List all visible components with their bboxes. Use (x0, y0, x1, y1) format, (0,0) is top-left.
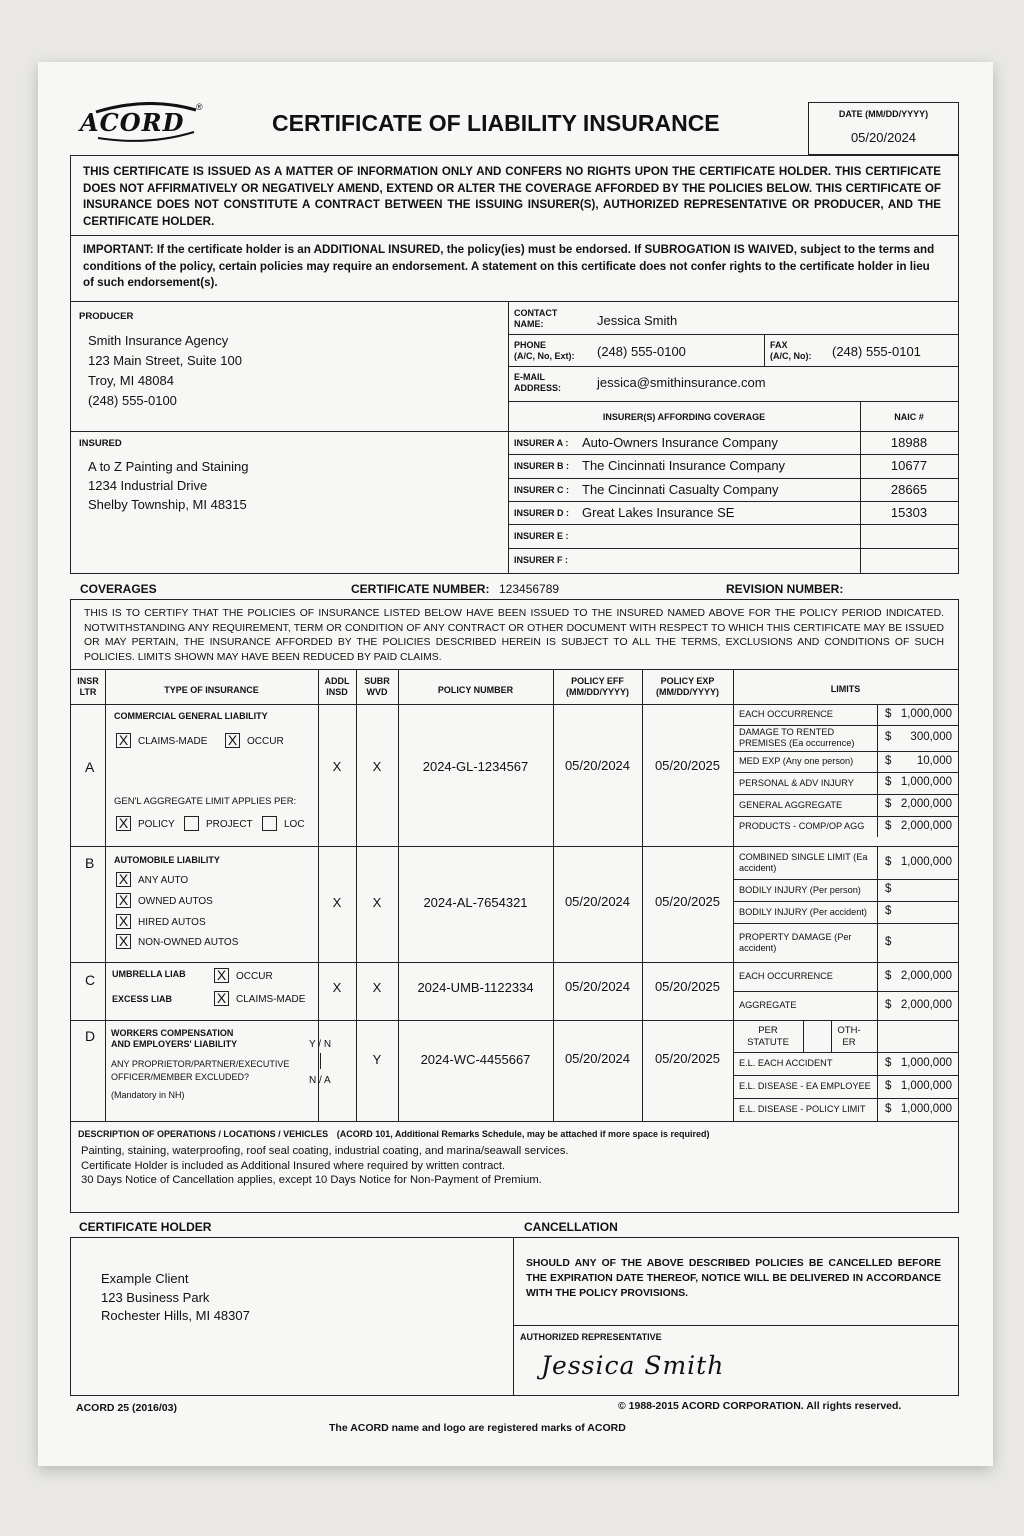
description-line: 30 Days Notice of Cancellation applies, except 10 Days Notice for Non-Payment of Premium. (81, 1174, 542, 1186)
loc-label: LOC (284, 819, 305, 830)
phone-label: PHONE (A/C, No, Ext): (514, 340, 575, 361)
holder-line: Example Client (101, 1271, 189, 1286)
contact-name-label: CONTACT NAME: (514, 308, 558, 329)
currency-sign: $ (885, 754, 892, 767)
contact-name: Jessica Smith (597, 313, 678, 328)
any-auto-checkbox[interactable]: X (116, 872, 131, 887)
currency-sign: $ (885, 969, 892, 982)
fax-value: (248) 555-0101 (832, 344, 921, 359)
gl-title: COMMERCIAL GENERAL LIABILITY (114, 711, 268, 721)
limit-value: 2,000,000 (900, 969, 952, 982)
occur-checkbox[interactable]: X (225, 733, 240, 748)
limits-divider (877, 704, 878, 837)
currency-sign: $ (885, 998, 892, 1011)
description-line: Painting, staining, waterproofing, roof seal coating, industrial coating, and marina/seawall services. (81, 1145, 569, 1157)
non-owned-autos-checkbox[interactable]: X (116, 934, 131, 949)
gl-policy-number: 2024-GL-1234567 (422, 759, 529, 774)
limit-value: 2,000,000 (900, 819, 952, 832)
limit-label: BODILY INJURY (Per person) (739, 884, 861, 895)
any-auto-label: ANY AUTO (138, 875, 189, 886)
col-type: TYPE OF INSURANCE (164, 685, 259, 695)
insr-ltr-d: D (85, 1028, 96, 1044)
limit-value: 1,000,000 (900, 707, 952, 720)
coverage-table (70, 599, 959, 1213)
insurer-label: INSURER A : (514, 438, 569, 448)
holder-cancellation-box (70, 1237, 959, 1396)
limit-label: AGGREGATE (739, 1000, 797, 1010)
limit-row-divider (733, 1052, 958, 1053)
date-label: DATE (MM/DD/YYYY) (838, 109, 929, 119)
col-policy-number: POLICY NUMBER (437, 685, 514, 695)
certificate-number-label: CERTIFICATE NUMBER: (351, 582, 490, 596)
insurers-header: INSURER(S) AFFORDING COVERAGE (602, 412, 766, 422)
umbrella-claims-made-label: CLAIMS-MADE (236, 994, 306, 1005)
insured-line: A to Z Painting and Staining (88, 459, 249, 474)
col-insr-ltr: INSR LTR (77, 676, 99, 697)
parties-box (70, 301, 959, 574)
gl-exp: 05/20/2025 (654, 758, 721, 773)
insurer-naic: 28665 (890, 481, 928, 497)
phone-value: (248) 555-0100 (597, 344, 686, 359)
gl-subr: X (372, 759, 382, 774)
limit-label: MED EXP (Any one person) (739, 756, 854, 766)
description-label: DESCRIPTION OF OPERATIONS / LOCATIONS / VEHICLES (ACORD 101, Additional Remarks Schedule, may be attached if more space is required) (78, 1129, 710, 1139)
col-eff: POLICY EFF (MM/DD/YYYY) (566, 676, 629, 697)
description-line: Certificate Holder is included as Additional Insured where required by written contract. (81, 1159, 506, 1172)
wc-subr: Y (372, 1052, 382, 1067)
umbrella-addl: X (332, 980, 342, 995)
revision-number-label: REVISION NUMBER: (726, 582, 844, 596)
acord-logo-text: ACORD (80, 108, 185, 137)
col-addl: ADDL INSD (324, 676, 350, 697)
wc-exp: 05/20/2025 (654, 1051, 721, 1066)
copyright: © 1988-2015 ACORD CORPORATION. All rights reserved. (618, 1400, 902, 1412)
occur-label: OCCUR (247, 736, 284, 747)
wc-title: WORKERS COMPENSATION AND EMPLOYERS' LIABILITY (111, 1028, 238, 1049)
limit-label: BODILY INJURY (Per accident) (739, 906, 867, 917)
wc-question: ANY PROPRIETOR/PARTNER/EXECUTIVE OFFICER/MEMBER EXCLUDED? (111, 1059, 290, 1082)
insurer-name: The Cincinnati Casualty Company (582, 481, 779, 497)
registered-mark: ® (196, 102, 203, 112)
email-value: jessica@smithinsurance.com (597, 375, 766, 390)
holder-line: 123 Business Park (101, 1289, 210, 1305)
limit-label: E.L. DISEASE - POLICY LIMIT (739, 1104, 866, 1114)
umbrella-policy-number: 2024-UMB-1122334 (417, 980, 534, 995)
coverages-label: COVERAGES (80, 582, 157, 596)
certificate-page (38, 62, 993, 1466)
holder-label: CERTIFICATE HOLDER (79, 1220, 212, 1234)
naic-header: NAIC # (894, 412, 924, 422)
agg-applies-label: GEN'L AGGREGATE LIMIT APPLIES PER: (114, 796, 297, 807)
currency-sign: $ (885, 855, 892, 868)
date-value: 05/20/2024 (850, 130, 917, 145)
col-exp: POLICY EXP (MM/DD/YYYY) (656, 676, 719, 697)
cancellation-label: CANCELLATION (524, 1220, 618, 1234)
col-subr: SUBR WVD (364, 676, 390, 697)
gl-addl: X (332, 759, 342, 774)
producer-line: Smith Insurance Agency (88, 333, 229, 348)
insurer-label: INSURER F : (514, 554, 568, 565)
currency-sign: $ (885, 819, 892, 832)
producer-address (88, 331, 242, 411)
insurer-name: The Cincinnati Insurance Company (582, 458, 786, 474)
umbrella-occur-checkbox[interactable]: X (214, 968, 229, 983)
limit-label: PRODUCTS - COMP/OP AGG (739, 821, 865, 831)
limit-value: 300,000 (910, 731, 952, 743)
insurer-naic: 18988 (890, 435, 928, 450)
wc-yn-label: Y / N (309, 1039, 332, 1050)
umbrella-subr: X (372, 980, 382, 995)
signature: Jessica Smith (541, 1351, 725, 1380)
insured-address (88, 457, 248, 514)
form-title: CERTIFICATE OF LIABILITY INSURANCE (272, 110, 720, 136)
owned-autos-label: OWNED AUTOS (138, 896, 213, 907)
project-checkbox[interactable] (184, 816, 199, 831)
producer-line: 123 Main Street, Suite 100 (88, 353, 242, 368)
wc-eff: 05/20/2024 (564, 1051, 631, 1066)
currency-sign: $ (885, 776, 892, 788)
limit-value: 1,000,000 (900, 855, 952, 868)
limit-value: 1,000,000 (900, 1056, 952, 1069)
hired-autos-checkbox[interactable]: X (116, 914, 131, 929)
certificate-number: 123456789 (499, 582, 560, 596)
umbrella-claims-made-checkbox[interactable]: X (214, 991, 229, 1006)
important-text: IMPORTANT: If the certificate holder is an ADDITIONAL INSURED, the policy(ies) must be endorsed. If SUBROGATION IS WAIVED, subject to the terms and conditions of the policy, certain policies may require an endorsement. A statement on this certificate does not confer rights to the certificate holder in lieu of such endorsement(s). (83, 243, 935, 289)
insr-ltr-a: A (85, 759, 95, 775)
loc-checkbox[interactable] (262, 816, 277, 831)
insurer-label: INSURER C : (514, 484, 570, 495)
per-statute-label: PER STATUTE (747, 1025, 789, 1048)
limit-value: 10,000 (916, 754, 952, 767)
insurer-label: INSURER E : (514, 531, 569, 542)
wc-mandatory: (Mandatory in NH) (111, 1090, 185, 1100)
insr-ltr-b: B (85, 855, 95, 871)
currency-sign: $ (885, 798, 892, 810)
form-number: ACORD 25 (2016/03) (76, 1402, 177, 1414)
fax-label: FAX (A/C, No): (770, 340, 812, 361)
umbrella-liab-label: UMBRELLA LIAB (112, 969, 186, 979)
notice-text: THIS CERTIFICATE IS ISSUED AS A MATTER OF INFORMATION ONLY AND CONFERS NO RIGHTS UPON THE CERTIFICATE HOLDER. THIS CERTIFICATE DOES NOT AFFIRMATIVELY OR NEGATIVELY AMEND, EXTEND OR ALTER THE COVERAGE AFFORDED BY THE POLICIES BELOW. THIS CERTIFICATE OF INSURANCE DOES NOT CONSTITUTE A CONTRACT BETWEEN THE ISSUING INSURER(S), AUTHORIZED REPRESENTATIVE OR PRODUCER, AND THE CERTIFICATE HOLDER. (83, 165, 941, 228)
claims-made-label: CLAIMS-MADE (138, 736, 208, 747)
limit-label: GENERAL AGGREGATE (739, 799, 843, 810)
auto-eff: 05/20/2024 (564, 894, 631, 909)
insurer-naic: 10677 (890, 458, 928, 474)
hired-autos-label: HIRED AUTOS (138, 917, 206, 928)
insured-line: 1234 Industrial Drive (88, 478, 208, 493)
excess-liab-label: EXCESS LIAB (112, 994, 173, 1004)
limit-label: PROPERTY DAMAGE (Per accident) (739, 931, 852, 953)
wc-yn-divider (320, 1053, 321, 1069)
producer-line: Troy, MI 48084 (88, 373, 174, 388)
notice-box (70, 155, 959, 302)
insurer-label: INSURER B : (514, 461, 570, 472)
holder-address (101, 1270, 250, 1326)
insurer-label: INSURER D : (514, 507, 570, 518)
currency-sign: $ (885, 731, 892, 743)
limit-label: E.L. DISEASE - EA EMPLOYEE (739, 1081, 871, 1091)
limit-label: PERSONAL & ADV INJURY (739, 777, 854, 788)
acord-logo (78, 102, 208, 142)
insurer-name: Auto-Owners Insurance Company (582, 435, 778, 450)
limit-value: 1,000,000 (900, 1102, 952, 1115)
wc-policy-number: 2024-WC-4455667 (420, 1052, 531, 1067)
owned-autos-checkbox[interactable]: X (116, 893, 131, 908)
gl-eff: 05/20/2024 (564, 758, 631, 773)
insurer-name: Great Lakes Insurance SE (582, 504, 735, 520)
currency-sign: $ (885, 883, 892, 895)
wc-na-label: N / A (309, 1075, 331, 1086)
registered-marks: The ACORD name and logo are registered marks of ACORD (329, 1422, 626, 1434)
producer-line: (248) 555-0100 (88, 393, 177, 408)
producer-label: PRODUCER (79, 311, 134, 322)
currency-sign: $ (885, 1056, 892, 1069)
limits-divider (877, 846, 878, 962)
limit-value: 2,000,000 (900, 998, 952, 1011)
limits-divider (877, 1052, 878, 1121)
auto-addl: X (332, 895, 342, 910)
currency-sign: $ (885, 707, 892, 720)
project-label: PROJECT (206, 819, 253, 830)
currency-sign: $ (885, 1079, 892, 1092)
limit-value: 1,000,000 (900, 776, 952, 788)
limit-label: E.L. EACH ACCIDENT (739, 1058, 833, 1068)
non-owned-autos-label: NON-OWNED AUTOS (138, 937, 239, 948)
policy-checkbox[interactable]: X (116, 816, 131, 831)
other-label: OTH- ER (837, 1025, 861, 1048)
currency-sign: $ (885, 905, 892, 917)
certify-text: THIS IS TO CERTIFY THAT THE POLICIES OF INSURANCE LISTED BELOW HAVE BEEN ISSUED TO THE INSURED NAMED ABOVE FOR THE POLICY PERIOD INDICATED. NOTWITHSTANDING ANY REQUIREMENT, TERM OR CONDITION OF ANY CONTRACT OR OTHER DOCUMENT WITH RESPECT TO WHICH THIS CERTIFICATE MAY BE ISSUED OR MAY PERTAIN, THE INSURANCE AFFORDED BY THE POLICIES DESCRIBED HEREIN IS SUBJECT TO ALL THE TERMS, EXCLUSIONS AND CONDITIONS OF SUCH POLICIES. LIMITS SHOWN MAY HAVE BEEN REDUCED BY PAID CLAIMS. (84, 608, 944, 663)
auto-subr: X (372, 895, 382, 910)
limit-label: EACH OCCURRENCE (739, 971, 833, 981)
cancellation-text: SHOULD ANY OF THE ABOVE DESCRIBED POLICIES BE CANCELLED BEFORE THE EXPIRATION DATE THEREOF, NOTICE WILL BE DELIVERED IN ACCORDANCE WITH THE POLICY PROVISIONS. (526, 1258, 941, 1299)
policy-label: POLICY (138, 819, 175, 830)
description-text (81, 1144, 569, 1188)
umbrella-occur-label: OCCUR (236, 971, 273, 982)
limit-label: DAMAGE TO RENTED PREMISES (Ea occurrence) (739, 727, 855, 748)
insr-ltr-c: C (85, 972, 96, 988)
auto-title: AUTOMOBILE LIABILITY (114, 855, 220, 865)
currency-sign: $ (885, 1102, 892, 1115)
insured-label: INSURED (79, 438, 122, 449)
auto-exp: 05/20/2025 (654, 894, 721, 909)
insured-line: Shelby Township, MI 48315 (88, 497, 247, 512)
limit-label: EACH OCCURRENCE (739, 709, 833, 719)
limit-value: 2,000,000 (900, 798, 952, 810)
claims-made-checkbox[interactable]: X (116, 733, 131, 748)
auto-policy-number: 2024-AL-7654321 (423, 895, 528, 910)
limit-value: 1,000,000 (900, 1079, 952, 1092)
date-box (808, 102, 959, 155)
umbrella-exp: 05/20/2025 (654, 979, 721, 994)
authorized-rep-label: AUTHORIZED REPRESENTATIVE (520, 1332, 662, 1342)
col-limits: LIMITS (830, 684, 861, 694)
insurer-naic: 15303 (890, 504, 928, 520)
umbrella-eff: 05/20/2024 (564, 979, 631, 994)
limit-label: COMBINED SINGLE LIMIT (Ea accident) (739, 851, 868, 873)
holder-line: Rochester Hills, MI 48307 (101, 1308, 250, 1323)
currency-sign: $ (885, 935, 892, 948)
email-label: E-MAIL ADDRESS: (514, 372, 562, 393)
